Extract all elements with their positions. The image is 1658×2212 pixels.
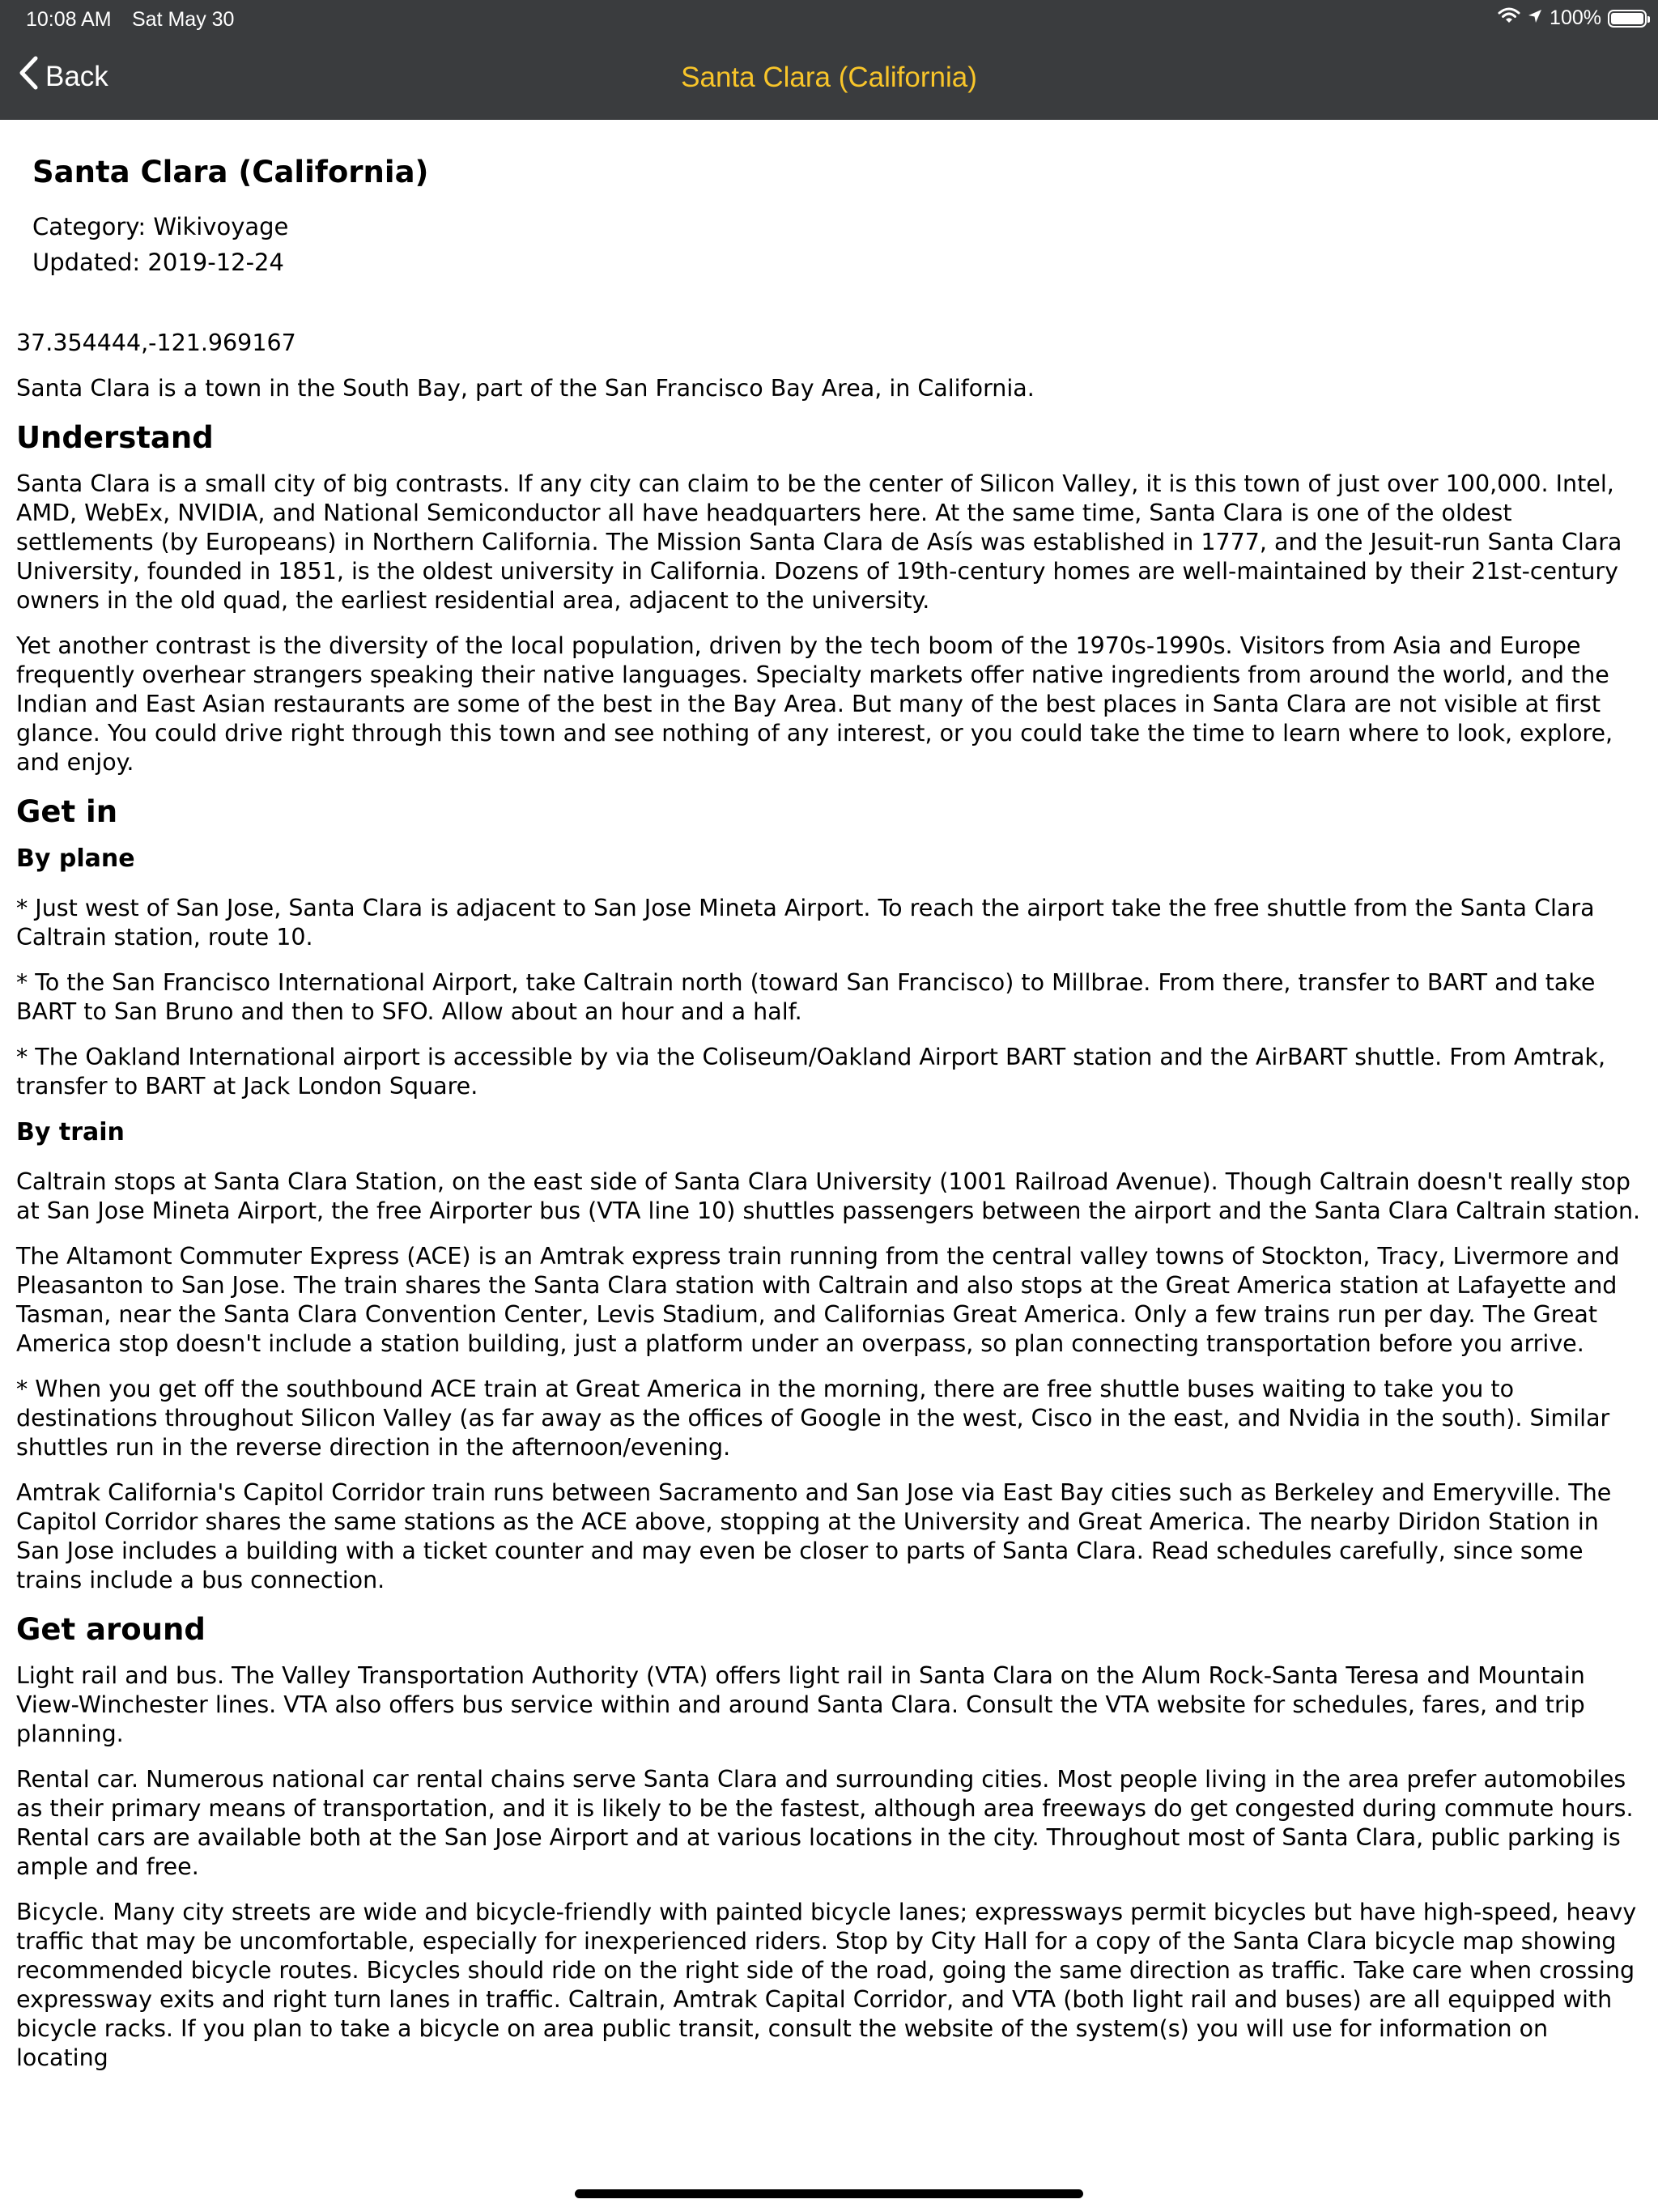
article-content <box>16 329 1643 2089</box>
navigation-bar <box>0 39 1658 120</box>
article-header <box>32 152 1619 280</box>
section-heading-get-in: Get in <box>16 794 118 829</box>
paragraph: Caltrain stops at Santa Clara Station, on the east side of Santa Clara University (1001 Railroad Avenue). Though Caltrain doesn't really stop at San Jose Mineta Airport, the free Airporter bus (VTA line 10) shuttles passengers between the airport and the Santa Clara Caltrain station. <box>16 1168 1641 1224</box>
paragraph: Yet another contrast is the diversity of the local population, driven by the tech boom of the 1970s-1990s. Visitors from Asia and Europe frequently overhear strangers speaking their native languages. Specialty markets offer native ingredients from around the world, and the Indian and East Asian restaurants are some of the best in the Bay Area. But many of the best places in Santa Clara are not visible at first glance. You could drive right through this town and see nothing of any interest, or you could take the time to learn where to look, explore, and enjoy. <box>16 632 1613 776</box>
paragraph: * The Oakland International airport is accessible by via the Coliseum/Oakland Airport BART station and the AirBART shuttle. From Amtrak, transfer to BART at Jack London Square. <box>16 1044 1606 1100</box>
section-heading-understand: Understand <box>16 420 214 455</box>
location-arrow-icon <box>1527 6 1543 30</box>
updated-label: Updated: 2019-12-24 <box>32 249 284 276</box>
paragraph: Rental car. Numerous national car rental chains serve Santa Clara and surrounding cities. Most people living in the area prefer automobiles as their primary means of transportation, and it is likely to be the fastest, although area freeways do get congested during commute hours. Rental cars are available both at the San Jose Airport and at various locations in the city. Throughout most of Santa Clara, public parking is ample and free. <box>16 1766 1634 1880</box>
status-bar <box>0 0 1658 39</box>
paragraph: The Altamont Commuter Express (ACE) is an Amtrak express train running from the central valley towns of Stockton, Tracy, Livermore and Pleasanton to San Jose. The train shares the Santa Clara station with Caltrain and also stops at the Great America station at Lafayette and Tasman, near the Santa Clara Convention Center, Levis Stadium, and Californias Great America. Only a few trains run per day. The Great America stop doesn't include a station building, just a platform under an overpass, so plan connecting transportation before you arrive. <box>16 1243 1620 1357</box>
paragraph: * To the San Francisco International Airport, take Caltrain north (toward San Francisco) to Millbrae. From there, transfer to BART and take BART to San Bruno and then to SFO. Allow about an hour and a half. <box>16 969 1596 1025</box>
battery-percent: 100% <box>1550 6 1601 29</box>
wifi-icon <box>1498 6 1520 30</box>
status-indicators <box>1498 6 1647 30</box>
paragraph: Light rail and bus. The Valley Transportation Authority (VTA) offers light rail in Santa Clara on the Alum Rock-Santa Teresa and Mountain View-Winchester lines. VTA also offers bus service within and around Santa Clara. Consult the VTA website for schedules, fares, and trip planning. <box>16 1662 1585 1747</box>
intro-paragraph: Santa Clara is a town in the South Bay, part of the San Francisco Bay Area, in California. <box>16 375 1035 402</box>
status-date: Sat May 30 <box>132 8 235 31</box>
home-indicator[interactable] <box>575 2189 1083 2198</box>
article-title: Santa Clara (California) <box>32 155 429 189</box>
coordinates: 37.354444,-121.969167 <box>16 330 296 356</box>
section-heading-get-around: Get around <box>16 1612 206 1647</box>
subsection-heading-by-train: By train <box>16 1118 125 1146</box>
back-label: Back <box>45 60 108 92</box>
paragraph: Amtrak California's Capitol Corridor train runs between Sacramento and San Jose via East Bay cities such as Berkeley and Emeryville. The Capitol Corridor shares the same stations as the ACE above, stopping at the University and Great America. The nearby Diridon Station in San Jose includes a building with a ticket counter and may even be closer to parts of Santa Clara. Read schedules carefully, since some trains include a bus connection. <box>16 1479 1612 1593</box>
paragraph: Santa Clara is a small city of big contrasts. If any city can claim to be the center of Silicon Valley, it is this town of just over 100,000. Intel, AMD, WebEx, NVIDIA, and National Semiconductor all have headquarters here. At the same time, Santa Clara is one of the oldest settlements (by Europeans) in Northern California. The Mission Santa Clara de Asís was established in 1777, and the Jesuit-run Santa Clara University, founded in 1851, is the oldest university in California. Dozens of 19th-century homes are well-maintained by their 21st-century owners in the old quad, the earliest residential area, adjacent to the university. <box>16 470 1622 614</box>
paragraph: * Just west of San Jose, Santa Clara is adjacent to San Jose Mineta Airport. To reach the airport take the free shuttle from the Santa Clara Caltrain station, route 10. <box>16 895 1595 951</box>
nav-title: Santa Clara (California) <box>681 62 977 93</box>
paragraph: Bicycle. Many city streets are wide and bicycle-friendly with painted bicycle lanes; expressways permit bicycles but have high-speed, heavy traffic that may be uncomfortable, especially for inexperienced riders. Stop by City Hall for a copy of the Santa Clara bicycle map showing recommended bicycle routes. Bicycles should ride on the right side of the road, going the same direction as traffic. Take care when crossing expressway exits and right turn lanes in traffic. Caltrain, Amtrak Capital Corridor, and VTA (both light rail and buses) are all equipped with bicycle racks. If you plan to take a bicycle on area public transit, consult the website of the system(s) you will use for information on locating <box>16 1899 1637 2071</box>
subsection-heading-by-plane: By plane <box>16 844 135 873</box>
status-time: 10:08 AM <box>26 8 112 31</box>
paragraph: * When you get off the southbound ACE train at Great America in the morning, there are free shuttle buses waiting to take you to destinations throughout Silicon Valley (as far away as the offices of Google in the west, Cisco in the east, and Nvidia in the south). Similar shuttles run in the reverse direction in the afternoon/evening. <box>16 1376 1610 1461</box>
battery-icon <box>1608 10 1647 28</box>
category-label: Category: Wikivoyage <box>32 213 289 240</box>
